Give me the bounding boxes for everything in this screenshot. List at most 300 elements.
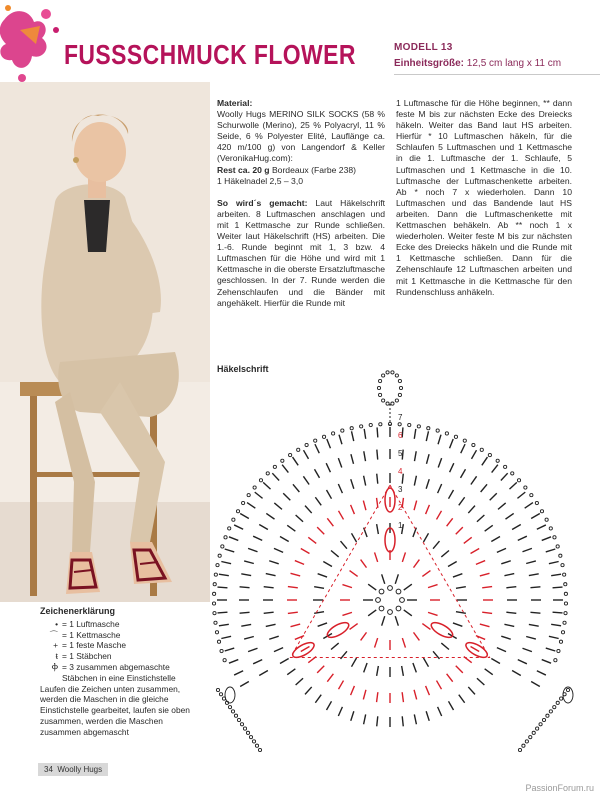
round-number-label: 3 (398, 485, 403, 494)
chain-band-loop (332, 432, 335, 435)
stitch-mark (314, 612, 324, 614)
chain-band-loop (281, 459, 284, 462)
chain-band-loop (350, 427, 353, 430)
stitch-mark (248, 548, 257, 551)
chain-band-loop (398, 423, 401, 426)
material-rest-amount: Rest ca. 20 g (217, 164, 270, 175)
chain-band-loop (213, 592, 216, 595)
stitch-mark (331, 643, 339, 649)
triangle-outline (290, 485, 489, 658)
stitch-mark (287, 669, 295, 675)
stitch-mark (351, 686, 355, 695)
ankle-band-left (240, 723, 243, 726)
stitch-mark (459, 497, 465, 505)
stitch-mark (476, 561, 485, 565)
ankle-band-right (556, 701, 559, 704)
chain-band-loop (511, 472, 514, 475)
stitch-mark (288, 612, 298, 613)
chain-band-loop (408, 423, 411, 426)
material-heading: Material: (217, 98, 253, 108)
stitch-mark (546, 648, 556, 651)
stitch-mark (433, 541, 439, 549)
stitch-mark (553, 587, 563, 588)
stitch-mark (317, 666, 324, 673)
stitch-mark (482, 612, 492, 613)
stitch-mark (377, 692, 378, 702)
stitch-mark (501, 636, 511, 639)
stitch-mark (402, 666, 404, 676)
chain-band-loop (463, 439, 466, 442)
ankle-band-left (216, 688, 219, 691)
stitch-mark (518, 536, 527, 540)
stitch-mark (506, 612, 516, 613)
stitch-mark (551, 574, 561, 575)
stitch-mark (247, 503, 255, 509)
stitch-mark (531, 682, 540, 687)
stitch-mark (240, 587, 250, 588)
stitch-mark (364, 714, 366, 724)
stitch-mark (504, 574, 514, 576)
stitch-mark (269, 636, 279, 639)
stitch-mark (447, 518, 453, 526)
stitch-mark (529, 624, 539, 626)
chain-band-loop (360, 425, 363, 428)
stitch-mark (269, 561, 279, 564)
chain-band-loop (224, 536, 227, 539)
ankle-band-right (549, 710, 552, 713)
chain-band-loop (553, 536, 556, 539)
stitch-mark (327, 518, 333, 526)
stitch-mark (326, 463, 330, 472)
stitch-mark (449, 701, 454, 710)
legend-item-text: = 1 feste Masche (62, 640, 127, 651)
instructions-heading: So wird´s gemacht: (217, 197, 308, 208)
ankle-band-left (231, 710, 234, 713)
chain-band-loop (504, 465, 507, 468)
stitch-mark (472, 450, 477, 459)
stitch-mark (272, 473, 279, 480)
stitch-mark (377, 716, 378, 726)
stitch-mark (377, 474, 378, 484)
chain-band-loop (496, 459, 499, 462)
stitch-mark (501, 561, 511, 564)
stitch-mark (426, 711, 429, 721)
chain-loop (379, 589, 384, 594)
stitch-mark (525, 503, 533, 509)
stitch-mark (305, 687, 312, 694)
stitch-mark (402, 716, 403, 726)
chain-band-loop (213, 612, 216, 615)
chain-band-loop (253, 486, 256, 489)
chain-band-loop (259, 479, 262, 482)
stitch-mark (221, 562, 231, 564)
toe-loop (378, 393, 381, 396)
stitch-mark (461, 469, 466, 478)
stitch-mark (318, 574, 327, 577)
stitch-mark (441, 643, 449, 649)
stitch-mark (351, 711, 354, 721)
stitch-mark (456, 612, 466, 614)
band-end-loop (563, 687, 573, 703)
stitch-mark (339, 681, 344, 690)
material-text: Woolly Hugs MERINO SILK SOCKS (58 % Schurwolle (Merino), 25 % Polyacryl, 11 % Seide, 6 % Polyester Elité, Lauflänge ca. 420 m/100 g) von Langendorf & Keller (VeronikaHug.com): (217, 109, 385, 164)
stitch-mark (426, 454, 429, 464)
chain-band-loop (564, 592, 567, 595)
legend-item-text: = 1 Stäbchen (62, 651, 112, 662)
stitch-mark (468, 506, 475, 513)
toe-loop (398, 379, 401, 382)
chain-band-loop (554, 659, 557, 662)
stitch-mark (551, 624, 561, 625)
toe-loop (395, 399, 398, 402)
stitch-mark (529, 574, 539, 576)
instructions-text2: 1 Luftmasche für die Höhe beginnen, ** dann feste M bis zur nächsten Ecke des Dreiecks häkeln. Weiter das Band laut HS arbeiten. Hierfür * 10 Luftmaschen häkeln, für die Schlaufen 5 Luftmaschen und 1 Kettmasche in die 1. Luftmasche der 1. Schlaufe, 5 Luftmaschen und 1 Kettmasche in die 10. Luftmasche der Luftmaschenkette arbeiten. Ab * noch 7 x wiederholen. Dann 10 Luftmaschen und das Bandende laut HS arbeiten. Dann die Luftmaschenkette mit Kettmaschen behäkeln. Ab ** noch 1 x wiederholen. Weiter feste M bis zur nächsten Ecke des Dreiecks häkeln und die Runde mit 1 Kettmasche schließen. Dann für die Zehenschlaufe 12 Luftmaschen arbeiten und mit 1 Kettmasche in die Kettmasche für den Rundenschluss anhäkeln. (396, 98, 572, 297)
stitch-mark (438, 435, 441, 445)
chain-band-loop (564, 583, 567, 586)
stitch-mark (404, 610, 412, 616)
stitch-mark (291, 573, 301, 576)
round-number-label: 1 (398, 521, 403, 530)
ankle-band-right (522, 744, 525, 747)
size-info (394, 58, 561, 69)
chain-band-loop (559, 554, 562, 557)
stitch-mark (327, 490, 332, 499)
toe-loop (386, 371, 389, 374)
stitch-mark (283, 493, 290, 500)
legend-item (40, 619, 200, 630)
stitch-mark (402, 638, 405, 648)
stitch-mark (315, 444, 319, 453)
stitch-mark (402, 692, 403, 702)
stitch-mark (506, 513, 514, 519)
chain-band-loop (236, 510, 239, 513)
stitch-mark (266, 513, 274, 519)
stitch-mark (424, 533, 429, 542)
stitch-mark (364, 451, 366, 461)
chain-band-loop (223, 659, 226, 662)
cluster-stitch (429, 620, 455, 641)
ankle-band-right (529, 736, 532, 739)
chain-band-loop (488, 453, 491, 456)
stitch-mark (221, 636, 231, 638)
stitch-mark (404, 584, 412, 590)
stitch-mark (512, 671, 521, 676)
round-number-label: 4 (398, 467, 403, 476)
chain-loop (379, 606, 384, 611)
instructions-column (396, 98, 572, 298)
stitch-mark (352, 533, 357, 542)
stitch-mark (219, 574, 229, 575)
legend-heading: Zeichenerklärung (40, 606, 116, 616)
chain-band-loop (212, 602, 215, 605)
material-column (217, 98, 385, 309)
stitch-mark (363, 501, 366, 511)
stitch-mark (522, 648, 531, 651)
stitch-mark (413, 528, 416, 537)
stitch-mark (414, 501, 417, 511)
legend-item (40, 630, 200, 641)
chain-loop (388, 586, 393, 591)
stitch-mark (364, 429, 365, 439)
stitch-mark (453, 623, 462, 626)
stitch-mark (375, 638, 378, 648)
toe-loop (391, 371, 394, 374)
stitch-mark (352, 658, 357, 667)
stitch-mark (331, 551, 339, 557)
magazine-name: Woolly Hugs (57, 765, 103, 774)
chain-band-loop (530, 494, 533, 497)
stitch-mark (296, 678, 303, 685)
chain-band-loop (472, 443, 475, 446)
stitch-mark (350, 624, 358, 630)
chain-band-loop (524, 486, 527, 489)
watermark: PassionForum.ru (525, 783, 594, 793)
stitch-mark (497, 548, 506, 552)
stitch-mark (426, 686, 430, 695)
legend-item (40, 651, 200, 662)
chain-band-loop (556, 545, 559, 548)
stitch-mark (537, 525, 546, 529)
legend-item (40, 640, 200, 651)
ankle-band-left (228, 706, 231, 709)
stitch-mark (553, 612, 563, 613)
chart-title: Häkelschrift (217, 364, 269, 374)
chain-band-loop (540, 510, 543, 513)
chain-band-loop (369, 423, 372, 426)
stitch-mark (266, 574, 276, 576)
legend-item-text: = 1 Kettmasche (62, 629, 121, 640)
stitch-mark (293, 484, 299, 492)
stitch-mark (526, 636, 536, 639)
stitch-mark (225, 549, 235, 552)
size-value: 12,5 cm lang x 11 cm (466, 58, 562, 69)
chain-stitch-icon: • (55, 618, 58, 629)
stitch-mark (414, 560, 420, 568)
stitch-mark (437, 511, 442, 520)
stitch-mark (368, 584, 376, 590)
cluster-stitch (325, 620, 351, 641)
stitch-mark (522, 548, 531, 551)
stitch-mark (234, 525, 243, 529)
chain-band-loop (436, 429, 439, 432)
stitch-mark (288, 587, 298, 588)
stitch-mark (264, 612, 274, 613)
ankle-band-right (539, 723, 542, 726)
stitch-mark (448, 562, 457, 567)
chain-band-loop (228, 527, 231, 530)
stitch-mark (506, 587, 516, 588)
stitch-mark (481, 484, 487, 492)
size-label: Einheitsgröße: (394, 58, 465, 69)
stitch-mark (549, 636, 559, 638)
chain-band-loop (242, 501, 245, 504)
chain-band-loop (480, 448, 483, 451)
chain-band-loop (266, 472, 269, 475)
stitch-mark (492, 465, 498, 473)
stitch-mark (459, 695, 465, 703)
stitch-mark (217, 587, 227, 588)
stitch-mark (468, 687, 475, 694)
stitch-mark (305, 506, 312, 513)
round-number-label: 6 (398, 431, 403, 440)
stitch-mark (350, 571, 358, 577)
stitch-mark (402, 552, 405, 562)
stitch-mark (253, 660, 262, 664)
stitch-mark (438, 484, 442, 493)
round-number-label: 2 (398, 503, 403, 512)
stitch-mark (263, 482, 270, 489)
stitch-mark (382, 616, 385, 626)
chain-band-loop (517, 479, 520, 482)
stitch-mark (317, 527, 324, 534)
ankle-band-right (536, 727, 539, 730)
ankle-band-right (553, 706, 556, 709)
ankle-band-right (518, 748, 521, 751)
stitch-mark (480, 624, 490, 627)
stitch-mark (244, 636, 254, 639)
stitch-mark (318, 623, 327, 626)
chain-band-loop (322, 435, 325, 438)
legend-item-continued: Stäbchen in eine Einstichstelle (62, 672, 176, 683)
slip-stitch-icon: ⌒ (49, 629, 58, 640)
stitch-mark (437, 681, 442, 690)
stitch-mark (426, 505, 430, 514)
stitch-mark (542, 660, 551, 664)
stitch-mark (549, 562, 559, 564)
stitch-mark (274, 503, 282, 509)
toe-loop (398, 393, 401, 396)
stitch-mark (413, 663, 416, 672)
stitch-mark (338, 458, 341, 467)
chain-band-loop (214, 573, 217, 576)
stitch-mark (497, 648, 506, 652)
stitch-mark (240, 682, 249, 687)
stitch-mark (244, 561, 254, 564)
stitch-mark (339, 435, 342, 445)
ankle-band-left (255, 744, 258, 747)
stitch-mark (422, 624, 430, 630)
chain-band-loop (564, 602, 567, 605)
stitch-mark (426, 431, 428, 441)
band-end-loop (225, 687, 235, 703)
stitch-mark (456, 666, 463, 673)
model-number: MODELL 13 (394, 42, 453, 53)
chain-band-loop (297, 448, 300, 451)
chain-band-loop (564, 612, 567, 615)
paint-splash-decoration (0, 0, 70, 90)
chain-band-loop (314, 439, 317, 442)
stitch-mark (377, 427, 378, 437)
stitch-mark (480, 573, 490, 576)
chain-band-loop (563, 621, 566, 624)
chain-band-loop (220, 649, 223, 652)
chain-band-loop (559, 640, 562, 643)
stitch-mark (229, 537, 238, 541)
stitch-mark (363, 690, 366, 700)
chain-loop (376, 598, 381, 603)
symbol-legend (40, 606, 200, 738)
stitch-mark (414, 476, 416, 486)
chain-band-loop (545, 518, 548, 521)
stitch-mark (287, 525, 295, 531)
stitch-mark (291, 624, 301, 627)
chain-band-loop (379, 423, 382, 426)
toe-loop (377, 386, 380, 389)
ankle-band-right (560, 697, 563, 700)
stitch-mark (351, 454, 354, 464)
chain-band-loop (232, 518, 235, 521)
ankle-band-left (243, 727, 246, 730)
stitch-mark (241, 624, 251, 626)
stitch-mark (315, 695, 321, 703)
chain-band-loop (218, 554, 221, 557)
stitch-mark (352, 431, 354, 441)
single-crochet-icon: + (53, 640, 58, 651)
stitch-mark (264, 587, 274, 588)
stitch-mark (314, 587, 324, 589)
legend-item-text: = 3 zusammen abgemaschte (62, 661, 170, 672)
instructions-text1: Laut Häkelschrift arbeiten. 8 Luftmaschen anschlagen und mit 1 Kettmasche zur Runde schließen. Weiter laut Häkelschrift (HS) arbeiten. Die 1.-6. Runde beginnt mit 1, 3 bzw. 4 Luftmaschen für die Höhe und wird mit 1 Kettmasche in die oberste Ersatzluftmasche geschlossen. In der 7. Runde werden die Zehenschlaufen und die Bänder mit angehäkelt. Hierfür die Runde mit (217, 197, 386, 308)
stitch-mark (490, 493, 497, 500)
toe-loop (386, 402, 389, 405)
chain-loop (396, 606, 401, 611)
stitch-mark (296, 515, 303, 522)
stitch-mark (450, 463, 454, 472)
chain-band-loop (214, 621, 217, 624)
stitch-mark (382, 574, 385, 584)
page-number: 34 (44, 765, 53, 774)
stitch-mark (375, 552, 378, 562)
ankle-band-right (546, 714, 549, 717)
legend-note: Laufen die Zeichen unten zusammen, werden die Maschen in die gleiche Einstichstelle gearbeitet, laufen sie oben zusammen, werden die Maschen zusammen abgemascht (40, 683, 190, 737)
stitch-mark (428, 612, 438, 615)
stitch-mark (518, 660, 527, 664)
stitch-mark (482, 457, 488, 465)
stitch-mark (377, 524, 379, 534)
stitch-mark (450, 439, 454, 448)
round-number-label: 7 (398, 413, 403, 422)
stitch-mark (414, 690, 417, 700)
ankle-band-left (258, 748, 261, 751)
stitch-mark (542, 537, 551, 541)
material-hook: 1 Häkelnadel 2,5 – 3,0 (217, 175, 304, 186)
stitch-mark (338, 707, 342, 716)
toe-loop (391, 402, 394, 405)
stitch-mark (301, 549, 310, 554)
stitch-mark (377, 666, 379, 676)
ankle-band-right (532, 731, 535, 734)
stitch-mark (471, 647, 480, 652)
page-footer (38, 763, 108, 776)
stitch-mark (217, 612, 227, 613)
stitch-mark (509, 482, 516, 489)
stitch-mark (526, 561, 536, 564)
material-rest-color: Bordeaux (Farbe 238) (271, 164, 357, 175)
chain-band-loop (305, 443, 308, 446)
stitch-mark (259, 525, 268, 530)
crochet-chart (200, 360, 600, 760)
stitch-mark (395, 616, 398, 626)
stitch-mark (498, 503, 506, 509)
ankle-band-left (252, 740, 255, 743)
stitch-mark (485, 669, 493, 675)
legend-item (40, 662, 200, 673)
stitch-mark (512, 525, 521, 530)
ankle-band-left (246, 731, 249, 734)
stitch-mark (441, 551, 449, 557)
stitch-mark (414, 451, 416, 461)
ankle-band-left (234, 714, 237, 717)
